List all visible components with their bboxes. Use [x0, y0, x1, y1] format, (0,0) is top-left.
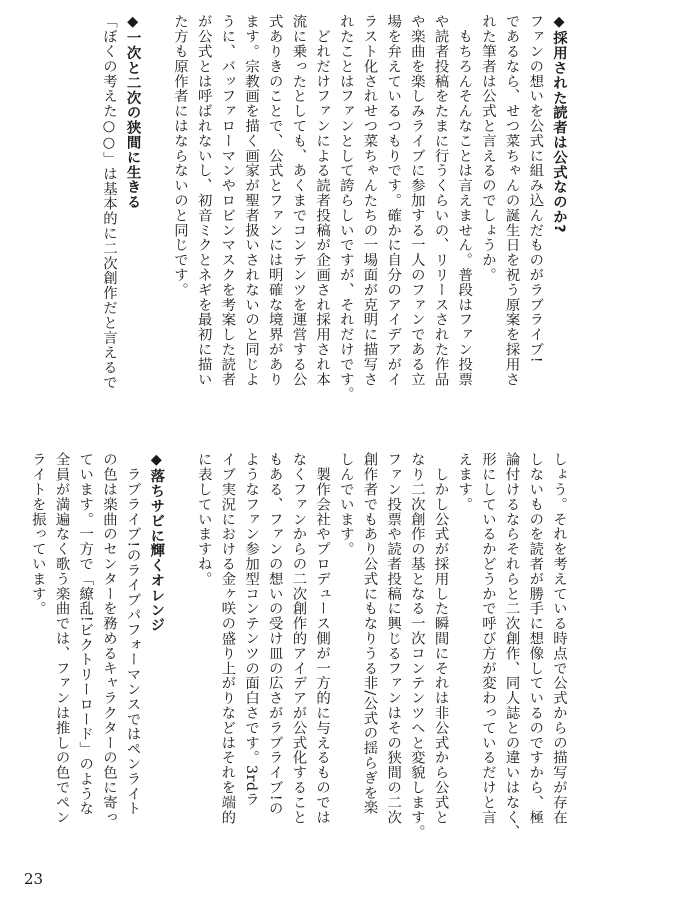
text-column: しょう。それを考えている時点で公式からの描写が存在 — [551, 452, 567, 825]
text-column: ライトを振っています。 — [29, 452, 46, 616]
text-column: しないものを読者が勝手に想像しているのですから、極 — [527, 452, 544, 825]
text-column: ようなファン参加型コンテンツの面白さです。3rdラ — [243, 452, 260, 807]
text-column: れたことはファンとして誇らしいですが、それだけです。 — [337, 14, 354, 402]
text-column: なくファンからの二次創作的アイデアが公式化すること — [290, 452, 307, 825]
text-column: ラスト化されせつ菜ちゃんたちの一場面が克明に描写さ — [361, 14, 378, 387]
text-column: ファン投票や読者投稿に興じるファンはその狭間の二次 — [385, 452, 402, 825]
text-column: れた筆者は公式と言えるのでしょうか。 — [479, 14, 496, 283]
bottom-text-block — [29, 452, 570, 867]
section-heading: ◆落ちサビに輝くオレンジ — [148, 452, 165, 633]
text-column: 式ありきのことで、公式とファンには明確な境界があり — [266, 14, 283, 387]
text-column: に表していますね。 — [195, 452, 212, 587]
text-column: えます。 — [456, 452, 473, 512]
text-column: 論付けるならそれらと二次創作、同人誌との違いはなく、 — [503, 452, 520, 840]
blank-column — [144, 14, 168, 422]
text-column: しかし公式が採用した瞬間にそれは非公式から公式と — [432, 452, 449, 825]
text-column: うに、バッファローマンやロビンマスクを考案した読者 — [219, 14, 236, 387]
text-column: どれだけファンによる読者投稿が企画され採用され本 — [314, 14, 331, 387]
text-column: が公式とは呼ばれないし、初音ミクとネギを最初に描い — [195, 14, 212, 387]
text-column: 形にしているかどうかで呼び方が変わっているだけと言 — [479, 452, 496, 825]
text-column: 流に乗ったとしても、あくまでコンテンツを運営する公 — [290, 14, 307, 387]
text-column: 場を弁えているつもりです。確かに自分のアイデアがイ — [385, 14, 402, 387]
text-column: イブ実況における金ヶ咲の盛り上がりなどはそれを端的 — [219, 452, 236, 825]
text-column: や読者投稿をたまに行うくらいの、リリースされた作品 — [432, 14, 449, 387]
text-column: もある、ファンの想いの受け皿の広さがラブライブ!の — [266, 452, 283, 816]
text-column: ます。宗教画を描く画家が聖者扱いされないのと同じよ — [243, 14, 260, 387]
text-column: た方も原作者にはならないのと同じです。 — [172, 14, 188, 298]
text-column: ています。一方で「繚乱!ビクトリーロード」のような — [77, 452, 94, 816]
text-column: もちろんそんなことは言えません。普段はファン投票 — [456, 14, 473, 387]
section-heading: ◆一次と二次の狭間に生きる — [124, 14, 141, 210]
text-column: しんでいます。 — [337, 452, 354, 557]
text-column: ファンの想いを公式に組み込んだものがラブライブ! — [527, 14, 544, 363]
text-column: なり二次創作の基となる一次コンテンツへと変貌します。 — [408, 452, 425, 840]
text-column: の色は楽曲のセンターを務めるキャラクターの色に寄っ — [100, 452, 117, 825]
top-text-block — [95, 14, 570, 422]
page-number: 23 — [24, 870, 44, 888]
text-column: 製作会社やプロデュース側が一方的に与えるものでは — [314, 452, 331, 825]
text-column: であるなら、せつ菜ちゃんの誕生日を祝う原案を採用さ — [503, 14, 520, 387]
text-column: や楽曲を楽しみライブに参加する一人のファンである立 — [408, 14, 425, 387]
blank-column — [167, 452, 191, 867]
text-column: ラブライブ!のライブパフォーマンスではペンライト — [124, 452, 141, 816]
section-heading: ◆採用された読者は公式なのか? — [551, 14, 567, 234]
text-column: 全員が満遍なく歌う楽曲では、ファンは推しの色でペン — [53, 452, 70, 825]
text-column: 「ぼくの考えた○○」は基本的に二次創作だと言えるで — [100, 14, 117, 390]
text-column: 創作者でもあり公式にもなりうる非/公式の揺らぎを楽 — [361, 452, 378, 815]
